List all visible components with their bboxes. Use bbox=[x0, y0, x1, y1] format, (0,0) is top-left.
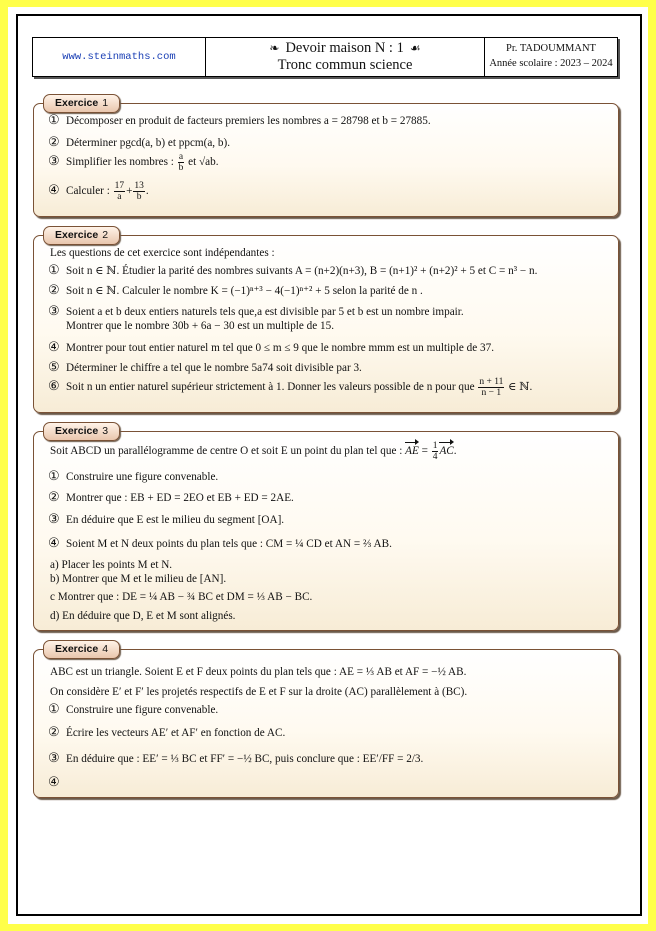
ex2-q4: ④ Montrer pour tout entier naturel m tel que 0 ≤ m ≤ 9 que le nombre mmm est un multiple de 37. bbox=[48, 339, 494, 354]
ex3-q2: ② Montrer que : EB + ED = 2EO et EB + ED = 2AE. bbox=[48, 489, 294, 504]
ex4-q2: ② Écrire les vecteurs AE′ et AF′ en fonction de AC. bbox=[48, 724, 286, 739]
ex4-intro-1: ABC est un triangle. Soient E et F deux points du plan tels que : AE = ⅓ AB et AF = −½ AB. bbox=[50, 666, 467, 678]
ex2-q6: ⑥ Soit n un entier naturel supérieur strictement à 1. Donner les valeurs possible de n pour que $\frac{n + 11}{n - 1}$ ∈ ℕ. bbox=[48, 377, 533, 398]
ex1-q4: ④ Calculer : $\frac{17}{a}$ + $\frac{13}{b}$ . bbox=[48, 181, 149, 202]
exercise-4-box bbox=[33, 643, 619, 798]
ex3-sub-d: d) En déduire que D, E et M sont alignés. bbox=[50, 610, 236, 622]
ex2-q2: ② Soit n ∈ ℕ. Calculer le nombre K = (−1)ⁿ⁺³ − 4(−1)ⁿ⁺² + 5 selon la parité de n . bbox=[48, 282, 423, 297]
ex3-q3: ③ En déduire que E est le milieu du segment [OA]. bbox=[48, 511, 285, 526]
document-title bbox=[206, 38, 485, 76]
exercise-3-tag: Exercice 3 bbox=[43, 422, 120, 441]
school-year: Année scolaire : 2023 – 2024 bbox=[489, 58, 613, 69]
ex3-q1: ① Construire une figure convenable. bbox=[48, 468, 219, 483]
exercise-4-tag: Exercice 4 bbox=[43, 640, 120, 659]
ornament-left-icon: ❧ bbox=[269, 41, 280, 55]
ex2-intro: Les questions de cet exercice sont indépendantes : bbox=[50, 247, 275, 259]
exercise-1-tag: Exercice 1 bbox=[43, 94, 120, 113]
exercise-2-tag: Exercice 2 bbox=[43, 226, 120, 245]
ex1-q1: ① Décomposer en produit de facteurs premiers les nombres a = 28798 et b = 27885. bbox=[48, 112, 431, 127]
exercise-2-box bbox=[33, 229, 619, 413]
ex4-q4: ④ bbox=[48, 774, 60, 789]
ex4-q1: ① Construire une figure convenable. bbox=[48, 701, 219, 716]
ex2-q5: ⑤ Déterminer le chiffre a tel que le nombre 5a74 soit divisible par 3. bbox=[48, 359, 362, 374]
ex3-intro: Soit ABCD un parallélogramme de centre O et soit E un point du plan tel que : AE = $\frac{1}{4}$ AC. bbox=[50, 441, 457, 462]
exercise-1-box bbox=[33, 97, 619, 217]
title-line-1: Devoir maison N : 1 bbox=[285, 40, 404, 56]
website-link[interactable]: www.steinmaths.com bbox=[33, 38, 206, 76]
ex4-q3: ③ En déduire que : EE′ = ⅓ BC et FF′ = −½ BC, puis conclure que : EE′/FF = 2/3. bbox=[48, 750, 424, 765]
ex3-sub-b: b) Montrer que M et le milieu de [AN]. bbox=[50, 573, 227, 585]
ex3-sub-a: a) Placer les points M et N. bbox=[50, 559, 173, 571]
ex1-q3: ③ Simplifier les nombres : $\frac{a}{b}$ et √ab. bbox=[48, 152, 219, 173]
ex2-q1: ① Soit n ∈ ℕ. Étudier la parité des nombres suivants A = (n+2)(n+3), B = (n+1)² + (n+2)² + 5 et C = n³ − n. bbox=[48, 262, 538, 277]
title-line-2: Tronc commun science bbox=[277, 57, 413, 73]
document-header bbox=[32, 37, 618, 77]
ex2-q3: ③ Soient a et b deux entiers naturels tels que,a est divisible par 5 et b est un nombre impair. bbox=[48, 303, 464, 318]
ornament-right-icon: ☙ bbox=[409, 41, 421, 55]
ex3-sub-c: c Montrer que : DE = ¼ AB − ¾ BC et DM = ⅓ AB − BC. bbox=[50, 591, 313, 603]
exercise-3-box bbox=[33, 425, 619, 631]
ex2-q3b: Montrer que le nombre 30b + 6a − 30 est un multiple de 15. bbox=[66, 320, 335, 332]
ex4-intro-2: On considère E′ et F′ les projetés respectifs de E et F sur la droite (AC) parallèlement à (BC). bbox=[50, 686, 468, 698]
ex3-q4: ④ Soient M et N deux points du plan tels que : CM = ¼ CD et AN = ⅔ AB. bbox=[48, 535, 392, 550]
author-block bbox=[485, 38, 617, 76]
author-name: Pr. TADOUMMANT bbox=[506, 43, 596, 54]
ex1-q2: ② Déterminer pgcd(a, b) et ppcm(a, b). bbox=[48, 134, 231, 149]
